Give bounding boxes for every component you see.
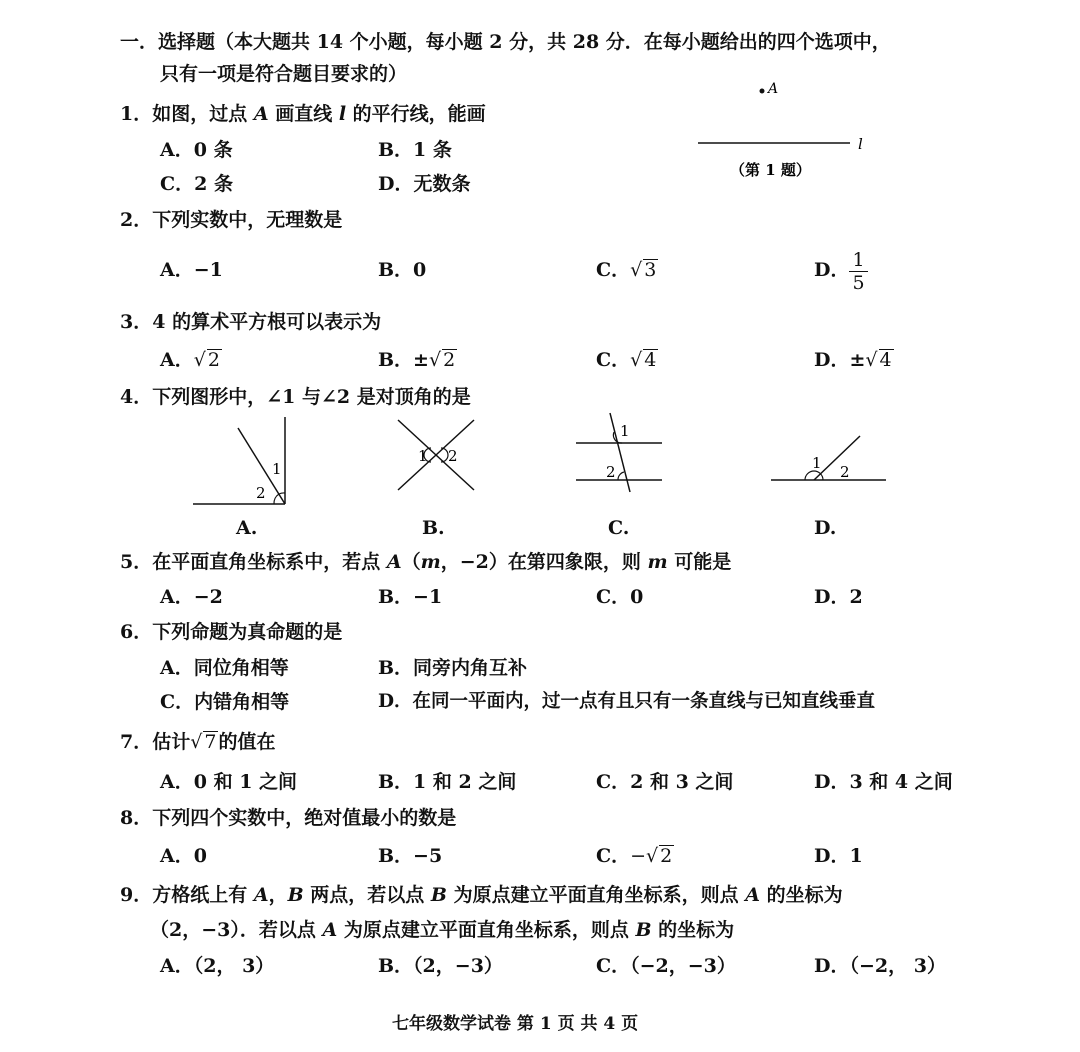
question-9-stem-line1: 9．方格纸上有 A，B 两点，若以点 B 为原点建立平面直角坐标系，则点 A 的坐标为 [120,884,843,906]
line-l-label: l [858,135,863,153]
q2-option-d[interactable]: D． $\frac{1}{5}$ [814,245,868,295]
q6-option-d[interactable]: D．在同一平面内，过一点有且只有一条直线与已知直线垂直 [378,691,876,712]
section-subtitle: 只有一项是符合题目要求的） [160,63,408,85]
q7-option-b[interactable]: B．1 和 2 之间 [378,771,517,793]
figure-caption: （第 1 题） [730,161,811,179]
svg-text:2: 2 [256,484,266,502]
svg-text:2: 2 [448,447,458,465]
q9-option-c[interactable]: C．（−2，−3） [596,955,736,977]
q4-figure-c[interactable] [572,410,672,495]
question-8-stem: 8．下列四个实数中，绝对值最小的数是 [120,807,457,829]
q5-option-b[interactable]: B．−1 [378,586,443,608]
svg-text:2: 2 [840,463,850,481]
q9-option-b[interactable]: B．（2，−3） [378,955,503,977]
q4-figure-b[interactable] [392,414,482,494]
point-a [760,89,765,94]
q2-option-a[interactable]: A．−1 [160,259,223,281]
q7-option-d[interactable]: D．3 和 4 之间 [814,771,953,793]
q1-option-d[interactable]: D．无数条 [378,173,471,195]
q3-option-a[interactable]: A．√ 2 [160,349,220,371]
svg-text:1: 1 [418,447,428,465]
q5-option-c[interactable]: C．0 [596,586,644,608]
q4-figure-a[interactable] [190,412,300,512]
svg-text:1: 1 [272,460,282,478]
q7-option-c[interactable]: C．2 和 3 之间 [596,771,734,793]
q3-option-b[interactable]: B．±√ 2 [378,349,456,371]
q8-option-a[interactable]: A．0 [160,845,207,867]
fraction: $\frac{1}{5}$ [849,249,867,294]
q3-option-c[interactable]: C．√ 4 [596,349,657,371]
q6-option-b[interactable]: B．同旁内角互补 [378,657,528,679]
q6-option-a[interactable]: A．同位角相等 [160,657,289,679]
question-6-stem: 6．下列命题为真命题的是 [120,621,343,643]
q2-option-b[interactable]: B．0 [378,259,427,281]
q4-figure-d[interactable] [768,430,893,490]
q9-option-a[interactable]: A．（2， 3） [160,955,275,977]
q2-option-c[interactable]: C．√ 3 [596,259,657,281]
q6-option-c[interactable]: C．内错角相等 [160,691,290,713]
svg-text:2: 2 [606,463,616,481]
question-4-stem: 4．下列图形中，∠1 与∠2 是对顶角的是 [120,386,471,408]
q5-option-d[interactable]: D．2 [814,586,863,608]
svg-text:1: 1 [620,422,630,440]
page-footer: 七年级数学试卷 第 1 页 共 4 页 [392,1014,639,1034]
q4-option-a[interactable]: A. [236,517,258,539]
section-title: 一．选择题（本大题共 14 个小题，每小题 2 分，共 28 分．在每小题给出的四个选项中， [120,31,891,53]
q1-option-b[interactable]: B．1 条 [378,139,452,161]
q7-option-a[interactable]: A．0 和 1 之间 [160,771,298,793]
q9-option-d[interactable]: D．（−2， 3） [814,955,946,977]
q1-figure [690,75,880,185]
q3-option-d[interactable]: D．±√ 4 [814,349,892,371]
q1-option-a[interactable]: A．0 条 [160,139,233,161]
question-3-stem: 3．4 的算术平方根可以表示为 [120,311,382,333]
question-7-stem: 7．估计√ 7 的值在 [120,731,276,753]
q1-option-c[interactable]: C．2 条 [160,173,233,195]
question-9-stem-line2: （2，−3）．若以点 A 为原点建立平面直角坐标系，则点 B 的坐标为 [150,919,735,941]
q8-option-b[interactable]: B．−5 [378,845,443,867]
question-2-stem: 2．下列实数中，无理数是 [120,209,343,231]
q4-option-b[interactable]: B. [422,517,445,539]
question-1-stem: 1．如图，过点 A 画直线 l 的平行线，能画 [120,103,486,125]
svg-text:1: 1 [812,454,822,472]
q4-option-c[interactable]: C. [608,517,630,539]
q8-option-c[interactable]: C．−√ 2 [596,845,673,867]
q4-option-d[interactable]: D. [814,517,837,539]
q5-option-a[interactable]: A．−2 [160,586,223,608]
question-5-stem: 5．在平面直角坐标系中，若点 A（m，−2）在第四象限，则 m 可能是 [120,551,732,573]
point-a-label: A [768,81,779,97]
q8-option-d[interactable]: D．1 [814,845,863,867]
